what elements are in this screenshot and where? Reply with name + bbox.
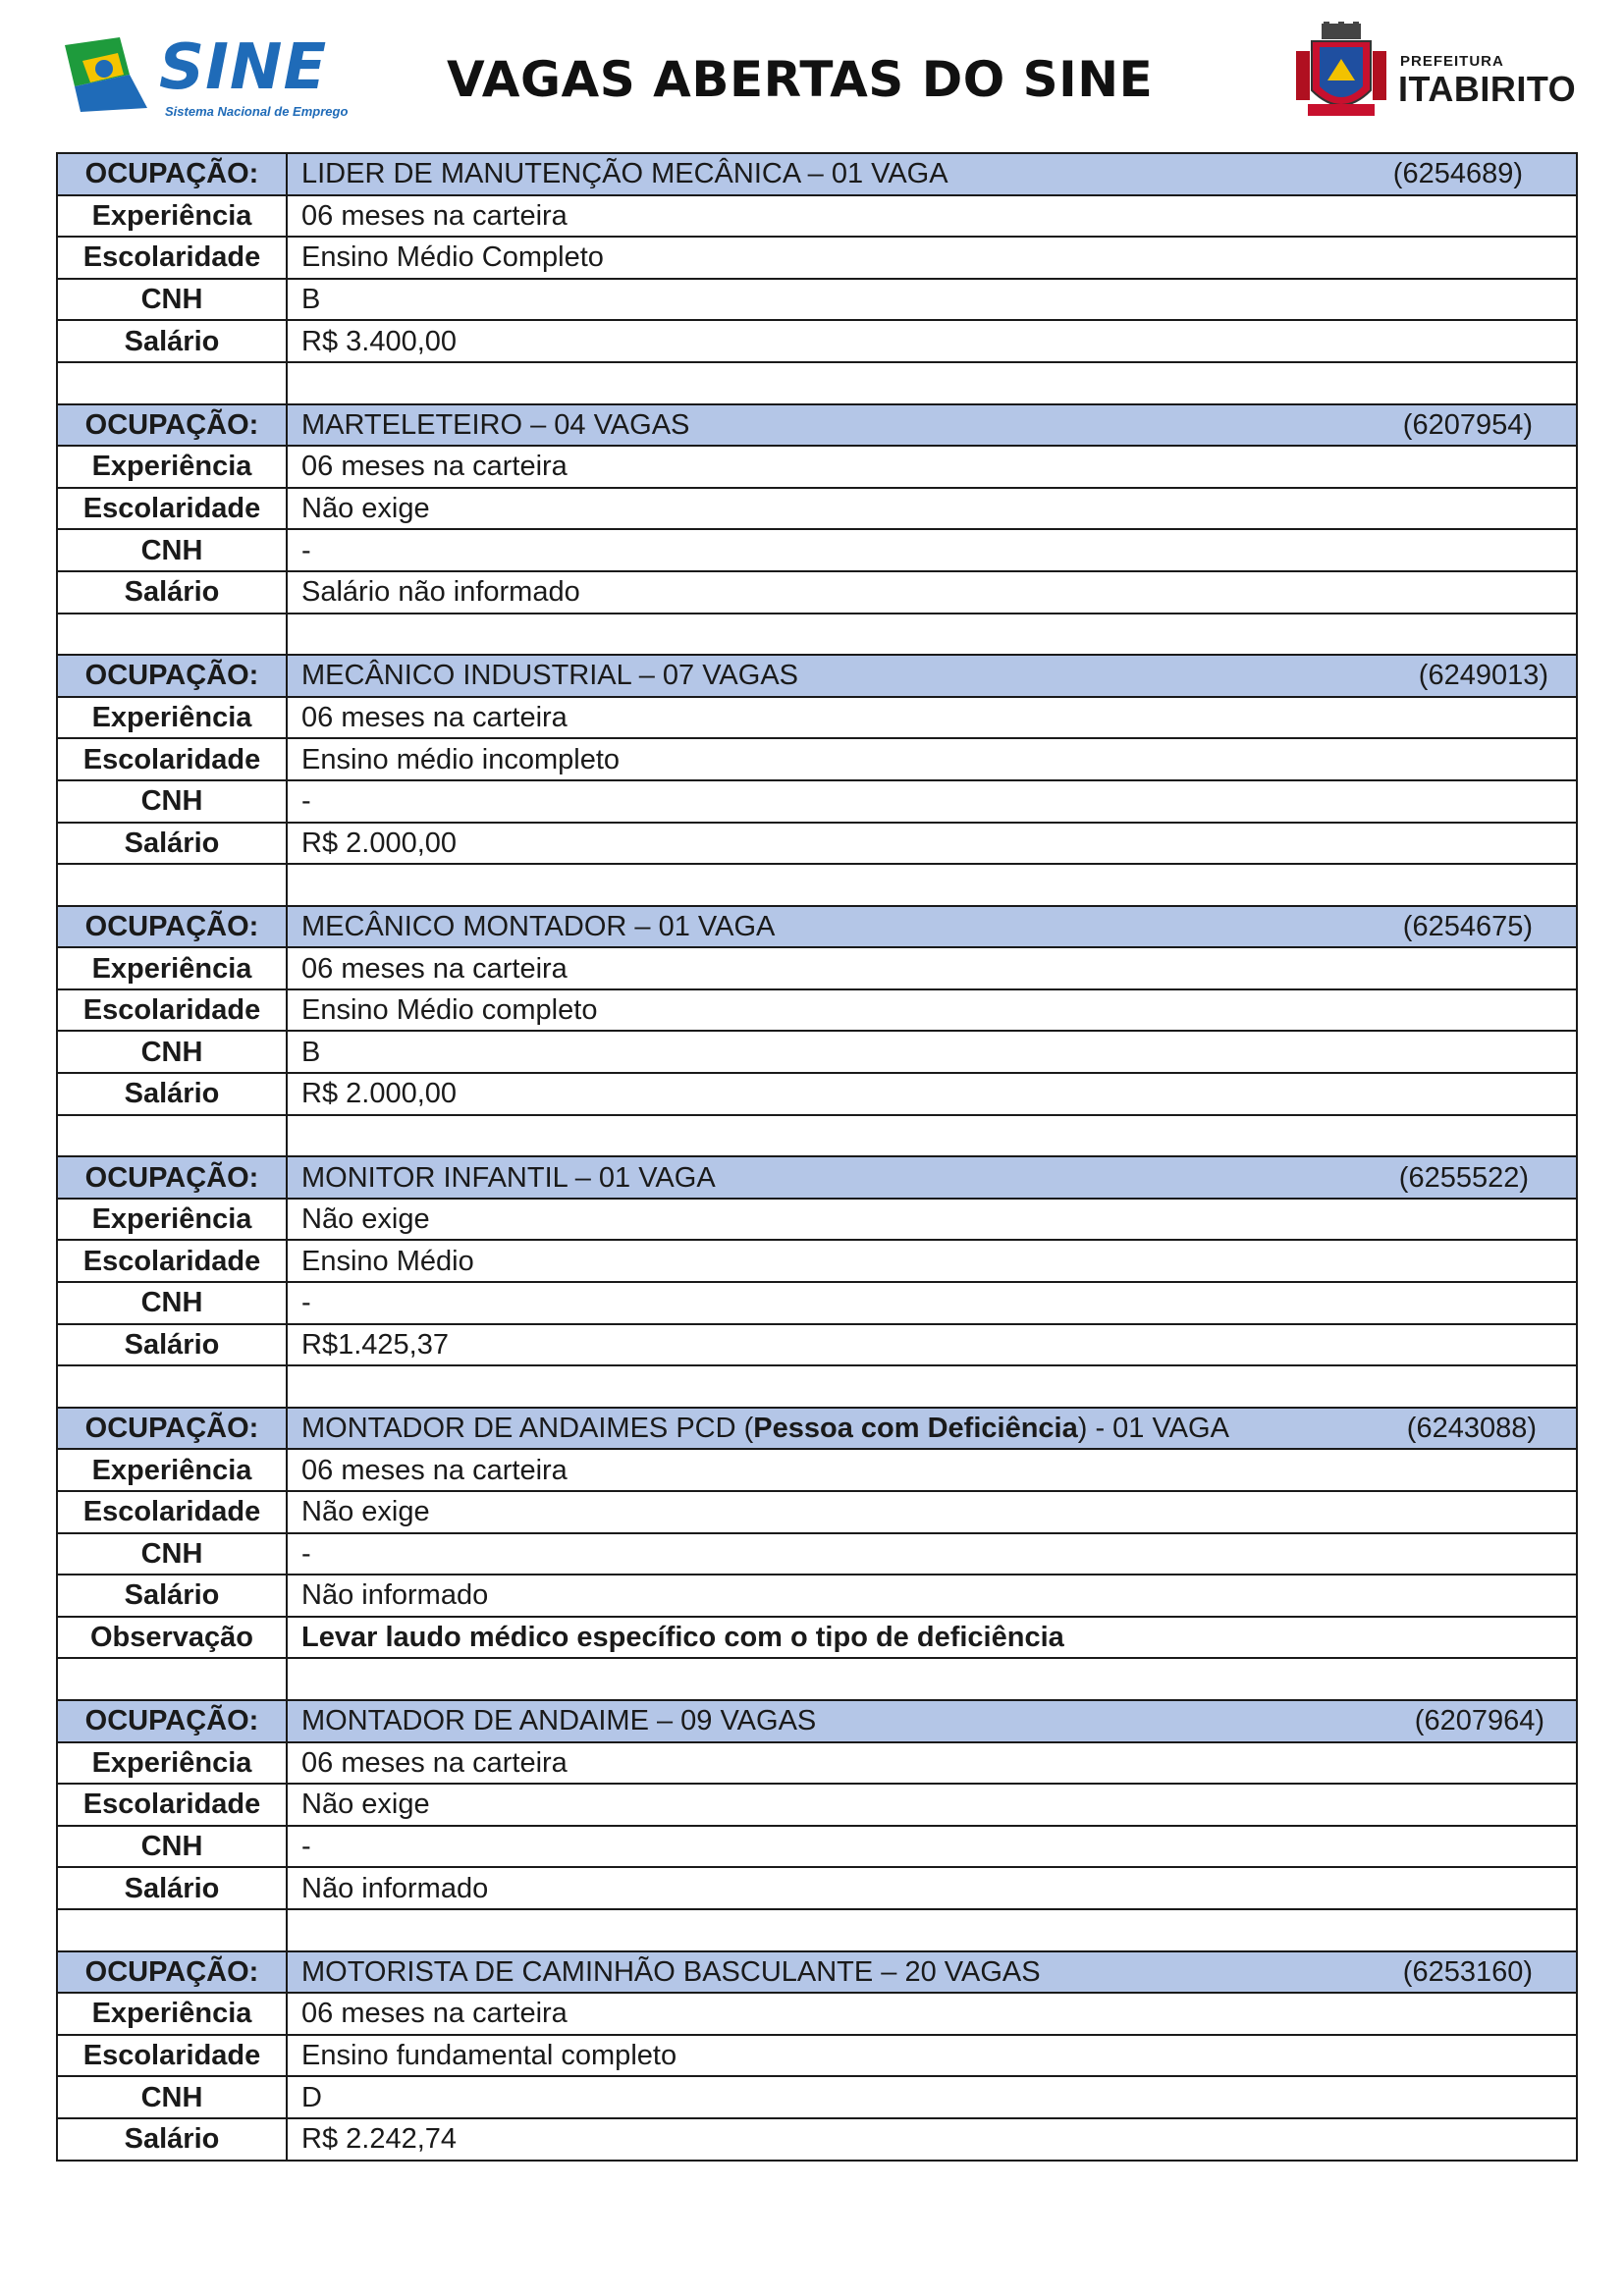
spacer-row xyxy=(57,614,1577,656)
cnh-label: CNH xyxy=(57,1282,287,1324)
job-title-cell xyxy=(287,906,1577,948)
spacer-row xyxy=(57,362,1577,404)
cnh-label: CNH xyxy=(57,1533,287,1575)
ocupacao-label: OCUPAÇÃO: xyxy=(57,1408,287,1450)
table-row xyxy=(57,1491,1577,1533)
experiencia-label: Experiência xyxy=(57,1993,287,2035)
job-title-row xyxy=(57,906,1577,948)
escolaridade-value: Ensino fundamental completo xyxy=(287,2035,1577,2077)
sine-logo-subtitle: Sistema Nacional de Emprego xyxy=(165,104,349,119)
table-row xyxy=(57,1199,1577,1241)
salario-value: Não informado xyxy=(287,1867,1577,1909)
table-row xyxy=(57,989,1577,1032)
salario-label: Salário xyxy=(57,1867,287,1909)
jobs-table xyxy=(56,152,1578,2162)
table-row xyxy=(57,571,1577,614)
table-row xyxy=(57,195,1577,238)
escolaridade-label: Escolaridade xyxy=(57,738,287,780)
spacer-row xyxy=(57,1115,1577,1157)
sine-logo-text: SINE xyxy=(159,31,328,104)
job-title-cell xyxy=(287,404,1577,447)
table-row xyxy=(57,1575,1577,1617)
table-row xyxy=(57,697,1577,739)
job-title-row xyxy=(57,655,1577,697)
experiencia-label: Experiência xyxy=(57,1199,287,1241)
cnh-label: CNH xyxy=(57,2076,287,2118)
page-title: VAGAS ABERTAS DO SINE xyxy=(447,51,1154,108)
experiencia-value: 06 meses na carteira xyxy=(287,446,1577,488)
brazil-flag-icon xyxy=(61,35,151,114)
cnh-label: CNH xyxy=(57,279,287,321)
table-row xyxy=(57,1826,1577,1868)
cnh-value: - xyxy=(287,1282,1577,1324)
escolaridade-label: Escolaridade xyxy=(57,989,287,1032)
table-row xyxy=(57,1533,1577,1575)
table-row xyxy=(57,1031,1577,1073)
table-row xyxy=(57,2035,1577,2077)
escolaridade-value: Ensino Médio completo xyxy=(287,989,1577,1032)
prefeitura-city: ITABIRITO xyxy=(1398,69,1577,109)
sine-logo xyxy=(61,29,349,123)
spacer-row xyxy=(57,864,1577,906)
table-row xyxy=(57,738,1577,780)
job-title: MONTADOR DE ANDAIME – 09 VAGAS xyxy=(301,1705,817,1737)
cnh-value: B xyxy=(287,279,1577,321)
cnh-value: - xyxy=(287,1826,1577,1868)
table-row xyxy=(57,488,1577,530)
experiencia-label: Experiência xyxy=(57,195,287,238)
escolaridade-label: Escolaridade xyxy=(57,1240,287,1282)
job-title-row xyxy=(57,1700,1577,1742)
table-row xyxy=(57,2076,1577,2118)
table-row xyxy=(57,237,1577,279)
table-row xyxy=(57,1617,1577,1659)
escolaridade-value: Ensino Médio xyxy=(287,1240,1577,1282)
escolaridade-label: Escolaridade xyxy=(57,237,287,279)
job-code: (6253160) xyxy=(1402,1955,1533,1988)
job-title: MECÂNICO MONTADOR – 01 VAGA xyxy=(301,910,776,942)
salario-value: Não informado xyxy=(287,1575,1577,1617)
experiencia-label: Experiência xyxy=(57,697,287,739)
ocupacao-label: OCUPAÇÃO: xyxy=(57,906,287,948)
escolaridade-label: Escolaridade xyxy=(57,1491,287,1533)
table-row xyxy=(57,823,1577,865)
cnh-value: - xyxy=(287,1533,1577,1575)
salario-label: Salário xyxy=(57,1073,287,1115)
city-crest-icon xyxy=(1292,22,1390,125)
experiencia-value: 06 meses na carteira xyxy=(287,1742,1577,1785)
job-title-cell xyxy=(287,153,1577,195)
job-title-cell xyxy=(287,655,1577,697)
experiencia-value: 06 meses na carteira xyxy=(287,697,1577,739)
job-title-row xyxy=(57,1156,1577,1199)
page-header xyxy=(0,0,1624,147)
cnh-label: CNH xyxy=(57,1031,287,1073)
job-code: (6207954) xyxy=(1402,408,1533,441)
salario-label: Salário xyxy=(57,2118,287,2161)
experiencia-label: Experiência xyxy=(57,1449,287,1491)
table-row xyxy=(57,279,1577,321)
table-row xyxy=(57,1073,1577,1115)
escolaridade-value: Ensino médio incompleto xyxy=(287,738,1577,780)
job-code: (6255522) xyxy=(1398,1161,1529,1194)
table-row xyxy=(57,1324,1577,1366)
table-row xyxy=(57,1993,1577,2035)
cnh-value: - xyxy=(287,529,1577,571)
cnh-label: CNH xyxy=(57,1826,287,1868)
prefeitura-label: PREFEITURA xyxy=(1400,53,1504,70)
salario-value: R$ 3.400,00 xyxy=(287,320,1577,362)
observacao-value: Levar laudo médico específico com o tipo de deficiência xyxy=(287,1617,1577,1659)
escolaridade-value: Ensino Médio Completo xyxy=(287,237,1577,279)
job-title-row xyxy=(57,153,1577,195)
table-row xyxy=(57,1449,1577,1491)
table-row xyxy=(57,1282,1577,1324)
experiencia-label: Experiência xyxy=(57,446,287,488)
salario-value: R$ 2.242,74 xyxy=(287,2118,1577,2161)
ocupacao-label: OCUPAÇÃO: xyxy=(57,153,287,195)
escolaridade-value: Não exige xyxy=(287,488,1577,530)
table-row xyxy=(57,947,1577,989)
cnh-value: D xyxy=(287,2076,1577,2118)
job-title-cell xyxy=(287,1156,1577,1199)
escolaridade-value: Não exige xyxy=(287,1491,1577,1533)
ocupacao-label: OCUPAÇÃO: xyxy=(57,1156,287,1199)
table-row xyxy=(57,2118,1577,2161)
salario-value: R$ 2.000,00 xyxy=(287,1073,1577,1115)
job-code: (6243088) xyxy=(1406,1413,1537,1445)
job-title: MOTORISTA DE CAMINHÃO BASCULANTE – 20 VAGAS xyxy=(301,1955,1041,1988)
job-code: (6254675) xyxy=(1402,910,1533,942)
table-row xyxy=(57,320,1577,362)
table-row xyxy=(57,1867,1577,1909)
job-title-cell xyxy=(287,1700,1577,1742)
job-title-row xyxy=(57,1408,1577,1450)
escolaridade-value: Não exige xyxy=(287,1784,1577,1826)
cnh-label: CNH xyxy=(57,780,287,823)
job-title: MECÂNICO INDUSTRIAL – 07 VAGAS xyxy=(301,660,799,692)
ocupacao-label: OCUPAÇÃO: xyxy=(57,655,287,697)
salario-label: Salário xyxy=(57,320,287,362)
cnh-value: - xyxy=(287,780,1577,823)
spacer-row xyxy=(57,1909,1577,1951)
cnh-value: B xyxy=(287,1031,1577,1073)
table-row xyxy=(57,1240,1577,1282)
ocupacao-label: OCUPAÇÃO: xyxy=(57,404,287,447)
job-code: (6249013) xyxy=(1418,660,1548,692)
table-row xyxy=(57,446,1577,488)
spacer-row xyxy=(57,1365,1577,1408)
experiencia-value: 06 meses na carteira xyxy=(287,195,1577,238)
job-title: LIDER DE MANUTENÇÃO MECÂNICA – 01 VAGA xyxy=(301,158,948,190)
salario-value: R$1.425,37 xyxy=(287,1324,1577,1366)
ocupacao-label: OCUPAÇÃO: xyxy=(57,1700,287,1742)
ocupacao-label: OCUPAÇÃO: xyxy=(57,1951,287,1994)
table-row xyxy=(57,529,1577,571)
salario-value: Salário não informado xyxy=(287,571,1577,614)
salario-value: R$ 2.000,00 xyxy=(287,823,1577,865)
experiencia-value: Não exige xyxy=(287,1199,1577,1241)
experiencia-label: Experiência xyxy=(57,1742,287,1785)
experiencia-value: 06 meses na carteira xyxy=(287,1993,1577,2035)
experiencia-value: 06 meses na carteira xyxy=(287,947,1577,989)
experiencia-value: 06 meses na carteira xyxy=(287,1449,1577,1491)
job-title: MONTADOR DE ANDAIMES PCD (Pessoa com Deficiência) - 01 VAGA xyxy=(301,1413,1229,1445)
table-row xyxy=(57,1784,1577,1826)
spacer-row xyxy=(57,1658,1577,1700)
cnh-label: CNH xyxy=(57,529,287,571)
job-code: (6254689) xyxy=(1392,158,1523,190)
salario-label: Salário xyxy=(57,571,287,614)
job-title-cell xyxy=(287,1951,1577,1994)
job-code: (6207964) xyxy=(1414,1705,1544,1737)
job-title: MARTELETEIRO – 04 VAGAS xyxy=(301,408,690,441)
prefeitura-logo xyxy=(1292,22,1577,130)
job-title: MONITOR INFANTIL – 01 VAGA xyxy=(301,1161,716,1194)
salario-label: Salário xyxy=(57,1324,287,1366)
job-title-row xyxy=(57,404,1577,447)
table-row xyxy=(57,780,1577,823)
escolaridade-label: Escolaridade xyxy=(57,1784,287,1826)
job-title-row xyxy=(57,1951,1577,1994)
table-row xyxy=(57,1742,1577,1785)
observacao-label: Observação xyxy=(57,1617,287,1659)
experiencia-label: Experiência xyxy=(57,947,287,989)
salario-label: Salário xyxy=(57,1575,287,1617)
salario-label: Salário xyxy=(57,823,287,865)
escolaridade-label: Escolaridade xyxy=(57,2035,287,2077)
job-title-cell xyxy=(287,1408,1577,1450)
escolaridade-label: Escolaridade xyxy=(57,488,287,530)
